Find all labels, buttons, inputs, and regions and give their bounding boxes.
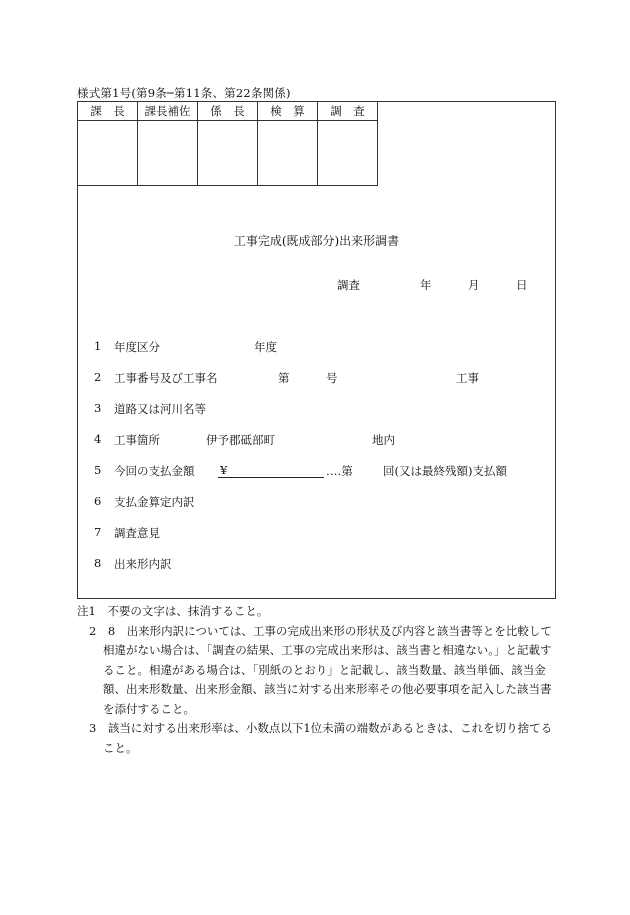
item-number: 2 (94, 370, 102, 384)
item-completion-breakdown-label: 出来形内訳 (114, 557, 172, 571)
yen-sign: ¥ (220, 463, 228, 477)
work-name-suffix[interactable]: 工事 (456, 371, 479, 385)
item-number: 4 (94, 432, 102, 446)
item-payment-amount-label: 今回の支払金額 (114, 464, 195, 478)
note-3: 3 該当に対する出来形率は、小数点以下1位未満の端数があるときは、これを切り捨てること。 (89, 721, 553, 755)
item-number: 1 (94, 339, 102, 353)
payment-round-suffix: 回(又は最終残額)支払額 (383, 464, 507, 478)
approval-header-inspector: 調 査 (318, 102, 378, 121)
work-number-prefix[interactable]: 第 (278, 371, 290, 385)
approval-header-deputy-chief: 課長補佐 (138, 102, 198, 121)
item-work-location-label: 工事箇所 (114, 433, 160, 447)
item-number: 8 (94, 556, 102, 570)
approval-header-checker: 検 算 (258, 102, 318, 121)
stamp-cell[interactable] (138, 121, 198, 186)
approval-stamp-row (78, 121, 378, 186)
notes-section (77, 602, 557, 758)
item-number: 5 (94, 463, 102, 477)
approval-header-row (78, 102, 378, 121)
item-number: 3 (94, 401, 102, 415)
stamp-cell[interactable] (258, 121, 318, 186)
date-label: 調査 (337, 278, 360, 292)
form-code: 様式第1号(第9条─第11条、第22条関係) (77, 86, 291, 100)
approval-stamp-table (78, 102, 378, 186)
date-year-label: 年 (420, 278, 432, 292)
item-work-number-label: 工事番号及び工事名 (114, 371, 218, 385)
fiscal-year-field[interactable]: 年度 (254, 340, 277, 354)
approval-header-unit-chief: 係 長 (198, 102, 258, 121)
payment-round-prefix: ‥‥第 (326, 464, 353, 478)
stamp-cell[interactable] (78, 121, 138, 186)
item-number: 7 (94, 525, 102, 539)
work-location-place[interactable]: 伊予郡砥部町 (206, 433, 275, 447)
item-number: 6 (94, 494, 102, 508)
document-title: 工事完成(既成部分)出来形調書 (233, 234, 400, 248)
work-number-suffix[interactable]: 号 (326, 371, 338, 385)
note-2: 2 8 出来形内訳については、工事の完成出来形の形状及び内容と該当書等とを比較して相違がない場合は、「調査の結果、工事の完成出来形は、該当書と相違ない。」と記載すること。相違がある場合は、「別紙のとおり」と記載し、該当数量、該当単価、該当金額、出来形数量、出来形金額、該当に対する出来形率その他必要事項を記入した該当書を添付すること。 (89, 623, 552, 716)
item-payment-breakdown-label: 支払金算定内訳 (114, 495, 195, 509)
work-location-suffix: 地内 (372, 433, 395, 447)
note-1: 注1 不要の文字は、抹消すること。 (77, 604, 269, 618)
stamp-cell[interactable] (198, 121, 258, 186)
stamp-cell[interactable] (318, 121, 378, 186)
item-fiscal-year-label: 年度区分 (114, 340, 160, 354)
payment-amount-field[interactable] (218, 477, 324, 478)
date-month-label: 月 (468, 278, 480, 292)
date-day-label: 日 (516, 278, 528, 292)
item-road-river-label: 道路又は河川名等 (114, 402, 206, 416)
form-frame (77, 101, 556, 599)
item-inspection-opinion-label: 調査意見 (114, 526, 160, 540)
approval-header-section-chief: 課 長 (78, 102, 138, 121)
